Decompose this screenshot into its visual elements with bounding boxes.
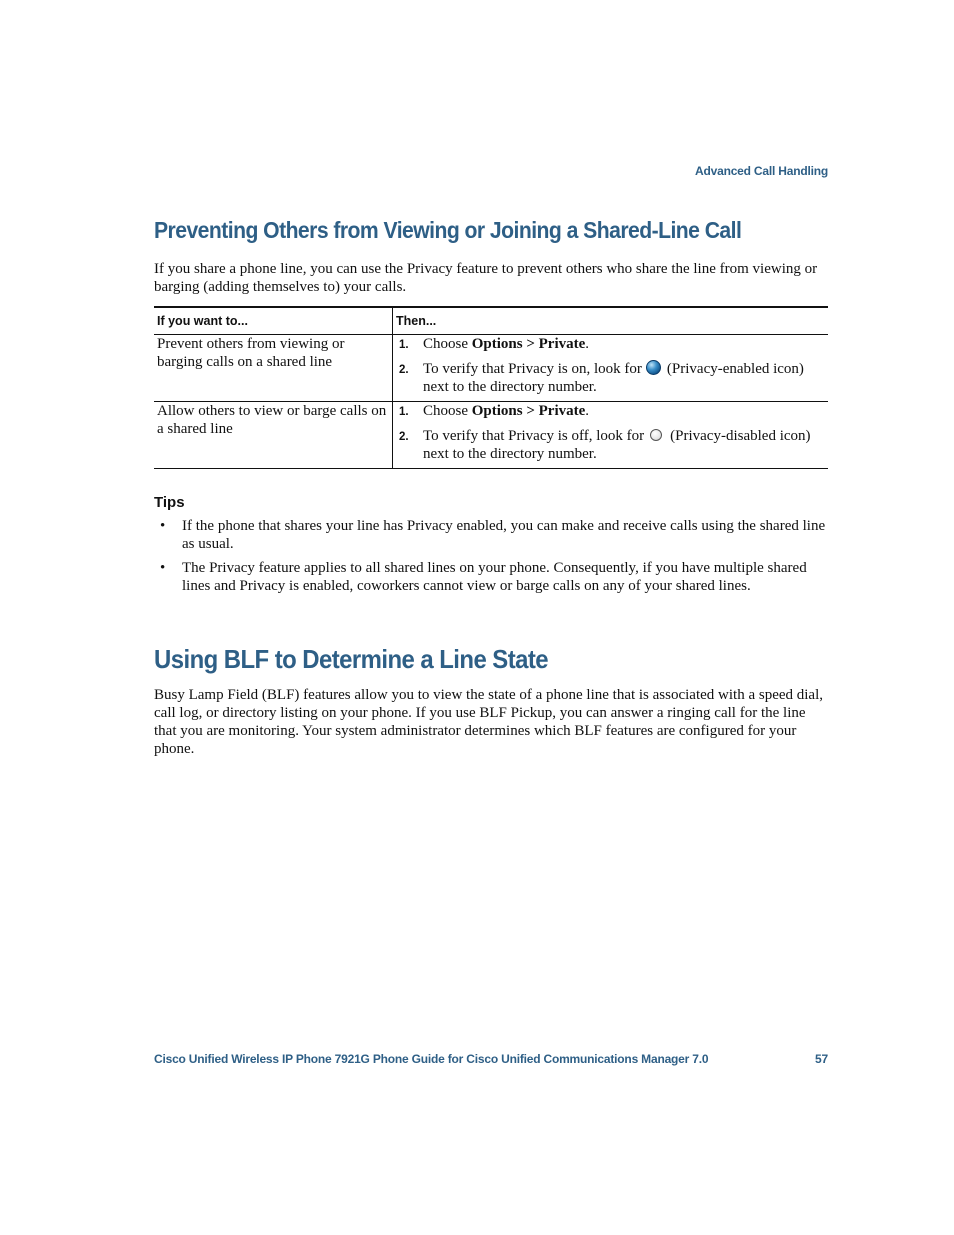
task-text: Allow others to view or barge calls on a shared line — [157, 403, 387, 437]
blf-paragraph: Busy Lamp Field (BLF) features allow you to view the state of a phone line that is associated with a speed dial, call log, or directory listing on your phone. If you use BLF Pickup, you can answer a ringing call for the line that you are monitoring. Your system administrator determines which BLF features are configured for your phone. — [154, 687, 824, 757]
task-cell — [154, 335, 393, 402]
list-item — [154, 517, 828, 553]
tip-text: If the phone that shares your line has Privacy enabled, you can make and receive calls using the shared line as usual. — [182, 518, 826, 552]
menu-path: Options > Private — [471, 403, 586, 419]
column-header-then: Then... — [393, 307, 829, 335]
bullet-icon: • — [160, 518, 166, 534]
tips-list — [154, 517, 828, 595]
step-number: 2. — [399, 431, 409, 443]
step-text-before: To verify that Privacy is on, look for — [423, 361, 642, 377]
column-header-task: If you want to... — [154, 307, 393, 335]
step-text-after: (Privacy-enabled icon) next to the directory number. — [423, 361, 804, 395]
running-header: Advanced Call Handling — [695, 164, 828, 178]
page-number: 57 — [815, 1052, 828, 1066]
step-item — [396, 360, 825, 396]
step-item — [396, 402, 825, 420]
task-cell — [154, 402, 393, 469]
step-list — [396, 402, 825, 468]
section-title-privacy: Preventing Others from Viewing or Joining a Shared-Line Call — [154, 217, 742, 243]
step-text-after: (Privacy-disabled icon) next to the directory number. — [423, 428, 811, 462]
table-row — [154, 335, 828, 402]
table-row — [154, 402, 828, 469]
step-text-before: To verify that Privacy is off, look for — [423, 428, 645, 444]
step-item — [396, 335, 825, 353]
step-suffix: . — [585, 403, 590, 419]
step-list — [396, 335, 825, 401]
page-footer — [154, 1052, 828, 1066]
privacy-task-table — [154, 306, 828, 469]
bullet-icon: • — [160, 560, 166, 576]
list-item — [154, 559, 828, 595]
steps-cell — [393, 402, 829, 469]
step-number: 1. — [399, 406, 409, 418]
privacy-intro-paragraph: If you share a phone line, you can use the Privacy feature to prevent others who share the line from viewing or barging (adding themselves to) your calls. — [154, 261, 818, 295]
privacy-disabled-icon — [650, 429, 662, 441]
step-number: 2. — [399, 364, 409, 376]
step-number: 1. — [399, 339, 409, 351]
table-header-row — [154, 307, 828, 335]
task-text: Prevent others from viewing or barging calls on a shared line — [157, 336, 345, 370]
tips-heading: Tips — [154, 494, 185, 511]
tip-text: The Privacy feature applies to all shared lines on your phone. Consequently, if you have multiple shared lines and Privacy is enabled, coworkers cannot view or barge calls on any of your shared lines. — [182, 560, 807, 594]
privacy-enabled-icon — [646, 360, 661, 375]
menu-path: Options > Private — [471, 336, 586, 352]
section-title-blf: Using BLF to Determine a Line State — [154, 644, 549, 674]
step-item — [396, 427, 825, 463]
step-prefix: Choose — [423, 336, 472, 352]
steps-cell — [393, 335, 829, 402]
step-suffix: . — [585, 336, 590, 352]
footer-book-title: Cisco Unified Wireless IP Phone 7921G Phone Guide for Cisco Unified Communications Manager 7.0 — [154, 1052, 709, 1066]
step-prefix: Choose — [423, 403, 472, 419]
